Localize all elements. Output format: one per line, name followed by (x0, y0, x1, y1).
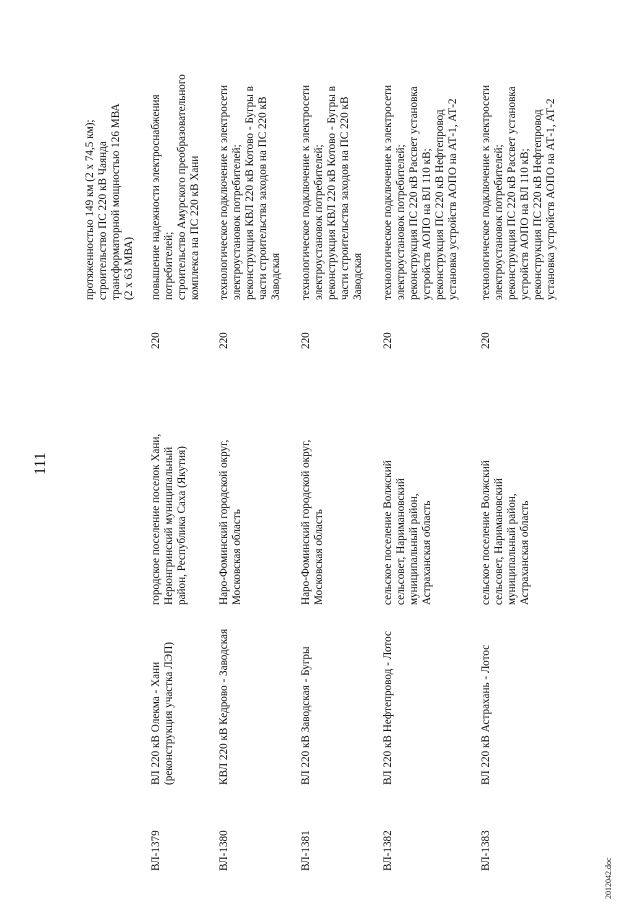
voltage-cell: 220 (382, 332, 394, 349)
line-code-cell: ВЛ-1379 (150, 830, 162, 871)
location-cell: сельское поселение Волжский сельсовет, Наримановский муниципальный район, Астраханская область (382, 460, 434, 605)
location-cell: Наро-Фоминский городской округ, Московская область (218, 439, 244, 605)
description-cell: технологическое подключение к электросети электроустановок потребителей; реконструкция КВЛ 220 кВ Котово - Бугры в части строительства заходов на ПС 220 кВ Заводская (218, 84, 283, 300)
description-cell: технологическое подключение к электросети электроустановок потребителей; реконструкция ПС 220 кВ Рассвет установка устройств АОПО на ВЛ 110 кВ; реконструкция ПС 220 кВ Нефтепровод установка устройств АОПО на АТ-1, АТ-2 (382, 84, 460, 300)
document-filename: 2012042.doc (604, 857, 613, 899)
line-code-cell: ВЛ-1380 (218, 830, 230, 871)
description-cell: технологическое подключение к электросети электроустановок потребителей; реконструкция ПС 220 кВ Рассвет установка устройств АОПО на ВЛ 110 кВ; реконструкция ПС 220 кВ Нефтепровод установка устройств АОПО на АТ-1, АТ-2 (480, 84, 558, 300)
line-name-cell: ВЛ 220 кВ Нефтепровод - Лотос (382, 631, 394, 785)
voltage-cell: 220 (480, 332, 492, 349)
page-number: 111 (32, 452, 49, 475)
line-code-cell: ВЛ-1383 (480, 830, 492, 871)
location-cell: сельское поселение Волжский сельсовет, Наримановский муниципальный район, Астраханская область (480, 460, 532, 605)
line-name-cell: ВЛ 220 кВ Олекма - Хани (реконструкция участка ЛЭП) (150, 642, 176, 785)
line-code-cell: ВЛ-1382 (382, 830, 394, 871)
voltage-cell: 220 (218, 332, 230, 349)
voltage-cell: 220 (150, 332, 162, 349)
line-name-cell: ВЛ 220 кВ Астрахань - Лотос (480, 644, 492, 785)
location-cell: Наро-Фоминский городской округ, Московская область (300, 439, 326, 605)
description-cell: повышение надежности электроснабжения потребителей; строительство Амурского преобразовательного комплекса на ПС 220 кВ Хани (150, 74, 202, 300)
description-cell: протяженностью 149 км (2 х 74,5 км); строительство ПС 220 кВ Чаяндa трансформаторной мощностью 126 МВА (2 х 63 МВА) (84, 103, 136, 300)
line-name-cell: ВЛ 220 кВ Заводская - Бугры (300, 646, 312, 785)
location-cell: городское поселение поселок Хани, Нерюнгринский муниципальный район, Республика Саха (Якутия) (150, 433, 189, 605)
line-code-cell: ВЛ-1381 (300, 830, 312, 871)
description-cell: технологическое подключение к электросети электроустановок потребителей; реконструкция КВЛ 220 кВ Котово - Бугры в части строительства заходов на ПС 220 кВ Заводская (300, 84, 365, 300)
line-name-cell: КВЛ 220 кВ Кедрово - Заводская (218, 628, 230, 785)
voltage-cell: 220 (300, 332, 312, 349)
